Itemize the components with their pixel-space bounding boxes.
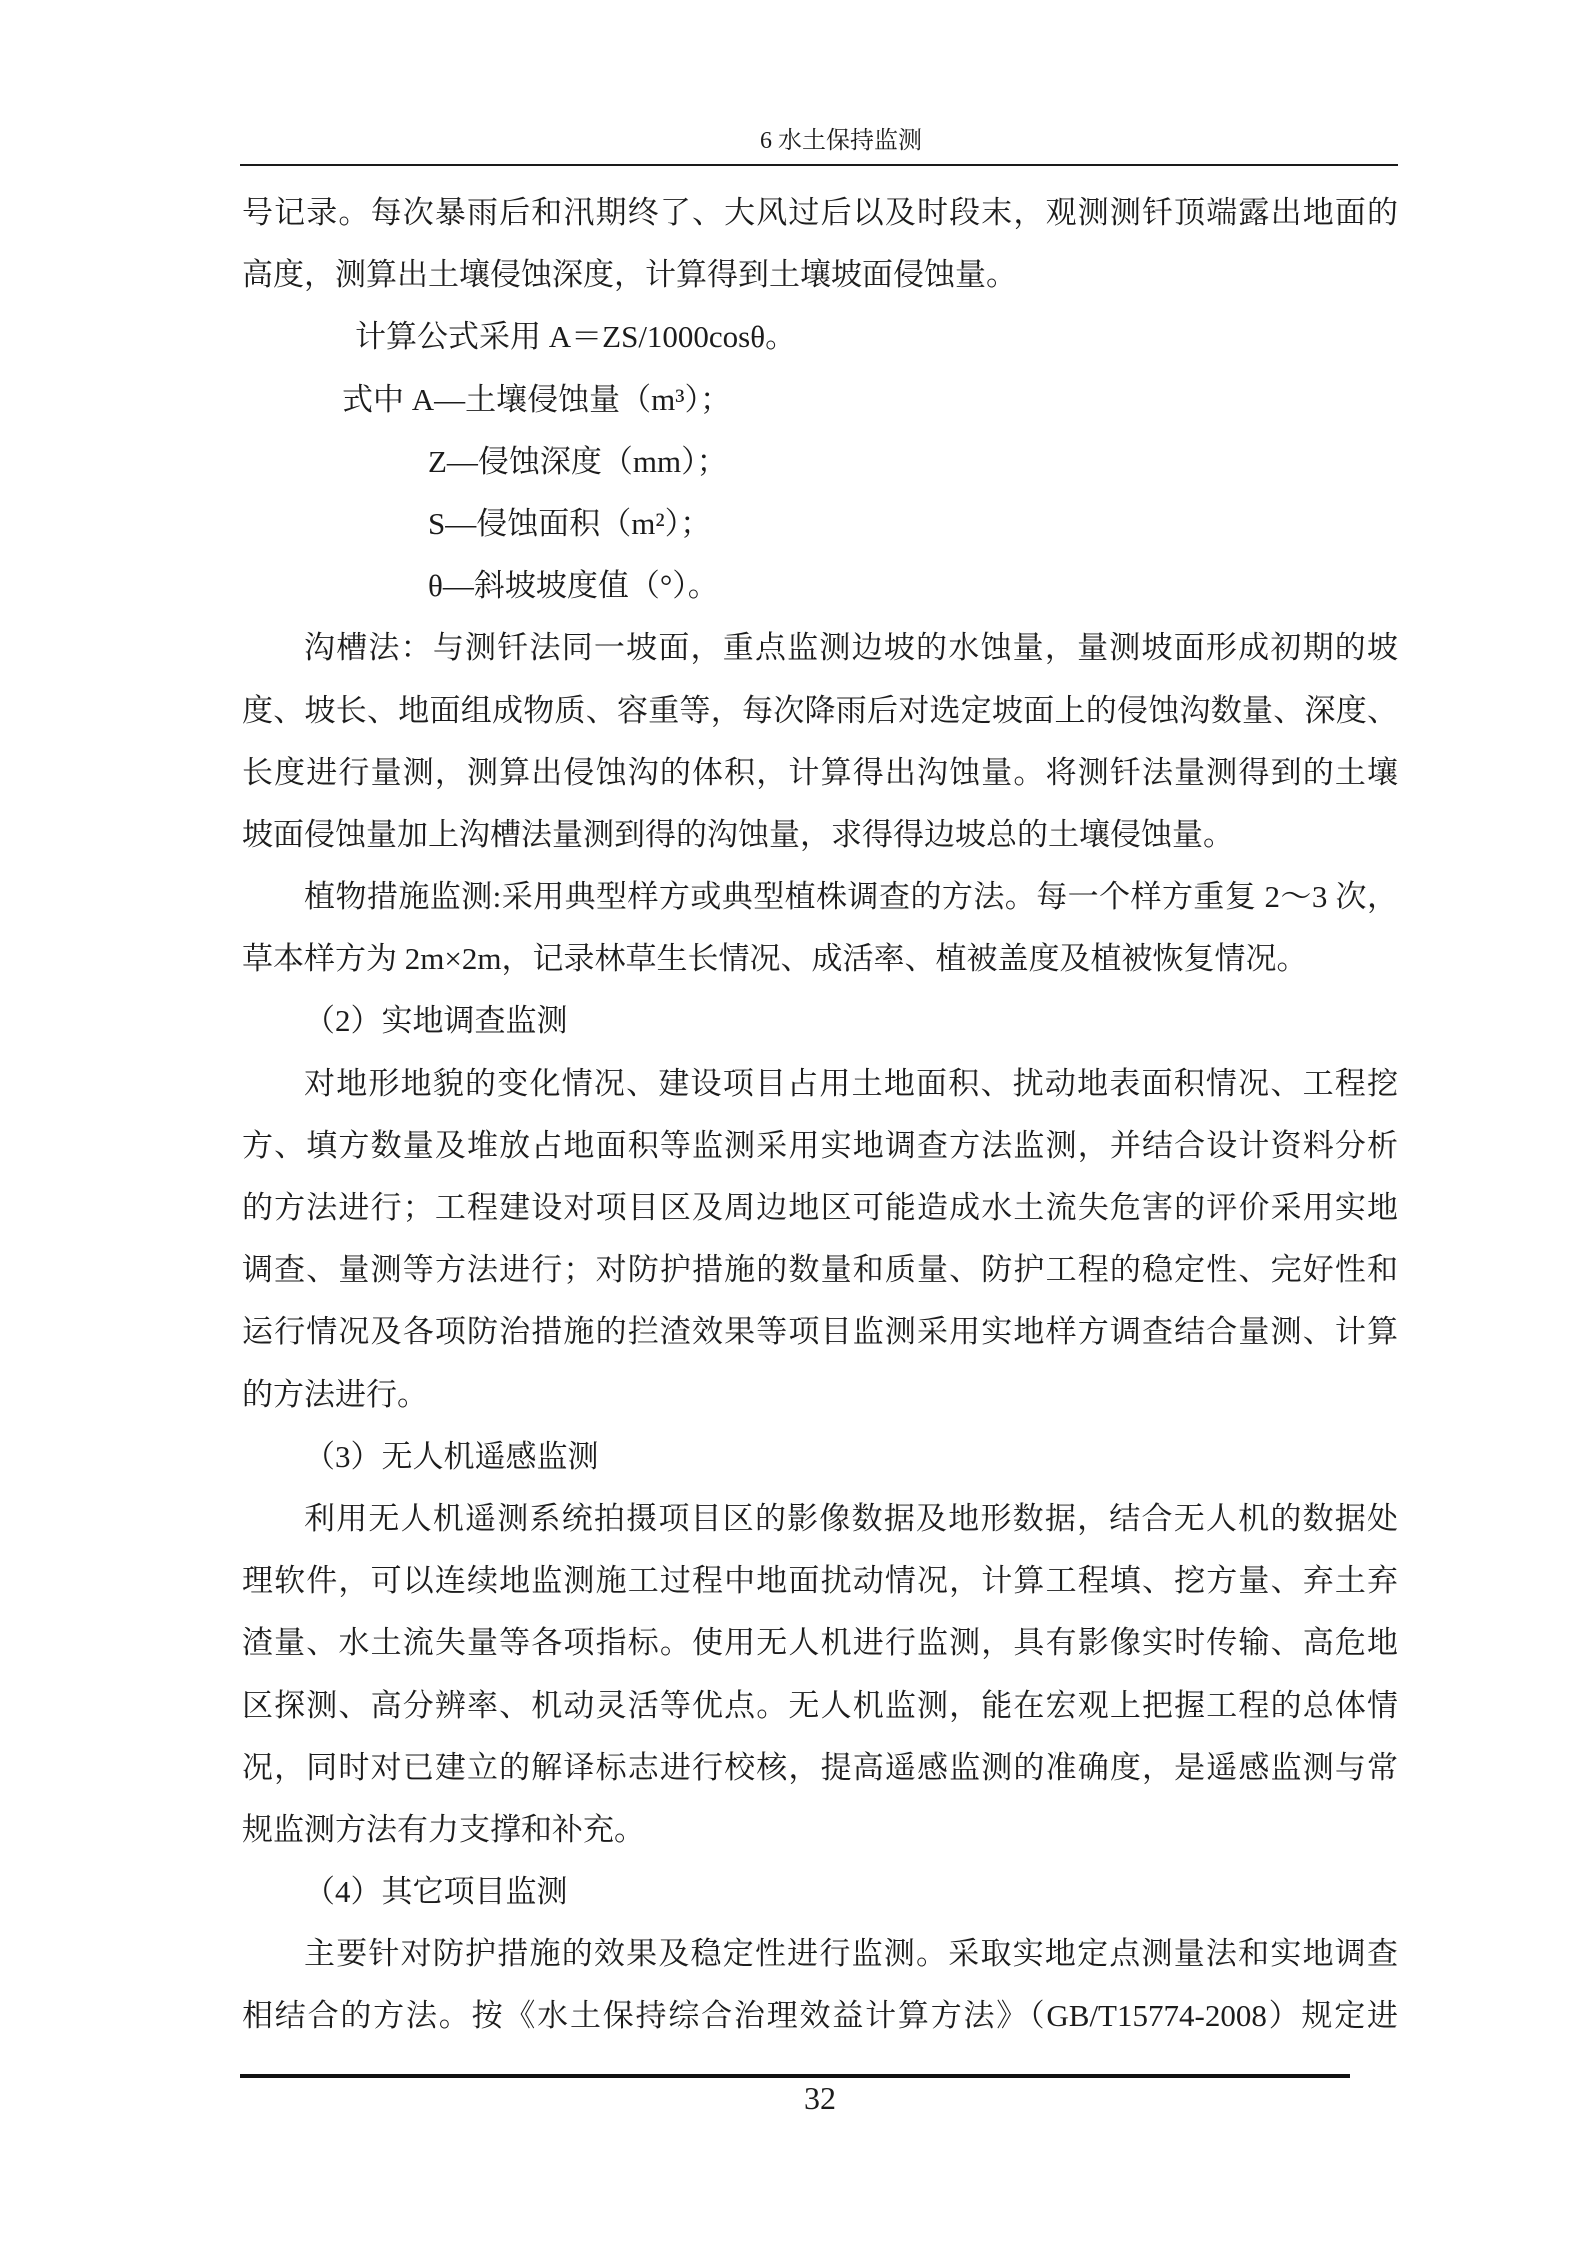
- text-line: S—侵蚀面积（m²）；: [428, 505, 712, 541]
- text-line: 运行情况及各项防治措施的拦渣效果等项目监测采用实地样方调查结合量测、计算: [242, 1314, 1398, 1350]
- text-line: 高度，测算出土壤侵蚀深度，计算得到土壤坡面侵蚀量。: [242, 257, 1017, 293]
- text-line: 对地形地貌的变化情况、建设项目占用土地面积、扰动地表面积情况、工程挖: [304, 1065, 1398, 1101]
- text-line: Z—侵蚀深度（mm）；: [428, 443, 728, 479]
- text-line: 植物措施监测:采用典型样方或典型植株调查的方法。每一个样方重复 2～3 次，: [304, 879, 1398, 915]
- text-line: 的方法进行；工程建设对项目区及周边地区可能造成水土流失危害的评价采用实地: [242, 1190, 1398, 1225]
- document-body: [242, 182, 1398, 2048]
- text-line: 渣量、水土流失量等各项指标。使用无人机进行监测，具有影像实时传输、高危地: [242, 1625, 1398, 1661]
- text-line: （3）无人机遥感监测: [304, 1438, 599, 1474]
- text-line: θ—斜坡坡度值（°）。: [428, 568, 719, 604]
- text-line: 式中 A—土壤侵蚀量（m³）；: [342, 381, 732, 417]
- text-line: 的方法进行。: [242, 1376, 428, 1412]
- text-line: 调查、量测等方法进行；对防护措施的数量和质量、防护工程的稳定性、完好性和: [242, 1252, 1398, 1288]
- text-line: （4）其它项目监测: [304, 1874, 568, 1910]
- text-line: 坡面侵蚀量加上沟槽法量测到得的沟蚀量，求得得边坡总的土壤侵蚀量。: [242, 816, 1234, 852]
- text-line: 区探测、高分辨率、机动灵活等优点。无人机监测，能在宏观上把握工程的总体情: [242, 1687, 1398, 1723]
- text-line: 度、坡长、地面组成物质、容重等，每次降雨后对选定坡面上的侵蚀沟数量、深度、: [242, 692, 1398, 728]
- text-line: 方、填方数量及堆放占地面积等监测采用实地调查方法监测，并结合设计资料分析: [242, 1127, 1398, 1163]
- footer-rule: [240, 2074, 1350, 2078]
- text-line: 号记录。每次暴雨后和汛期终了、大风过后以及时段末，观测测钎顶端露出地面的: [242, 195, 1398, 230]
- text-line: 理软件，可以连续地监测施工过程中地面扰动情况，计算工程填、挖方量、弃土弃: [242, 1563, 1398, 1599]
- text-line: 况，同时对已建立的解译标志进行校核，提高遥感监测的准确度，是遥感监测与常: [242, 1749, 1398, 1785]
- text-line: 利用无人机遥测系统拍摄项目区的影像数据及地形数据，结合无人机的数据处: [304, 1500, 1398, 1536]
- text-line: 草本样方为 2m×2m，记录林草生长情况、成活率、植被盖度及植被恢复情况。: [242, 941, 1308, 977]
- running-header-title: 6 水土保持监测: [760, 128, 922, 154]
- text-line: 相结合的方法。按《水土保持综合治理效益计算方法》（GB/T15774-2008）规定进: [242, 1998, 1398, 2034]
- text-line: 长度进行量测，测算出侵蚀沟的体积，计算得出沟蚀量。将测钎法量测得到的土壤: [242, 754, 1398, 790]
- text-line: 沟槽法：与测钎法同一坡面，重点监测边坡的水蚀量，量测坡面形成初期的坡: [304, 630, 1398, 666]
- text-line: 主要针对防护措施的效果及稳定性进行监测。采取实地定点测量法和实地调查: [304, 1936, 1398, 1972]
- text-line: 规监测方法有力支撑和补充。: [242, 1811, 645, 1847]
- text-line: （2）实地调查监测: [304, 1003, 568, 1039]
- text-line: 计算公式采用 A＝ZS/1000cosθ。: [355, 319, 797, 355]
- page-number: 32: [804, 2080, 836, 2116]
- header-rule: [240, 164, 1398, 166]
